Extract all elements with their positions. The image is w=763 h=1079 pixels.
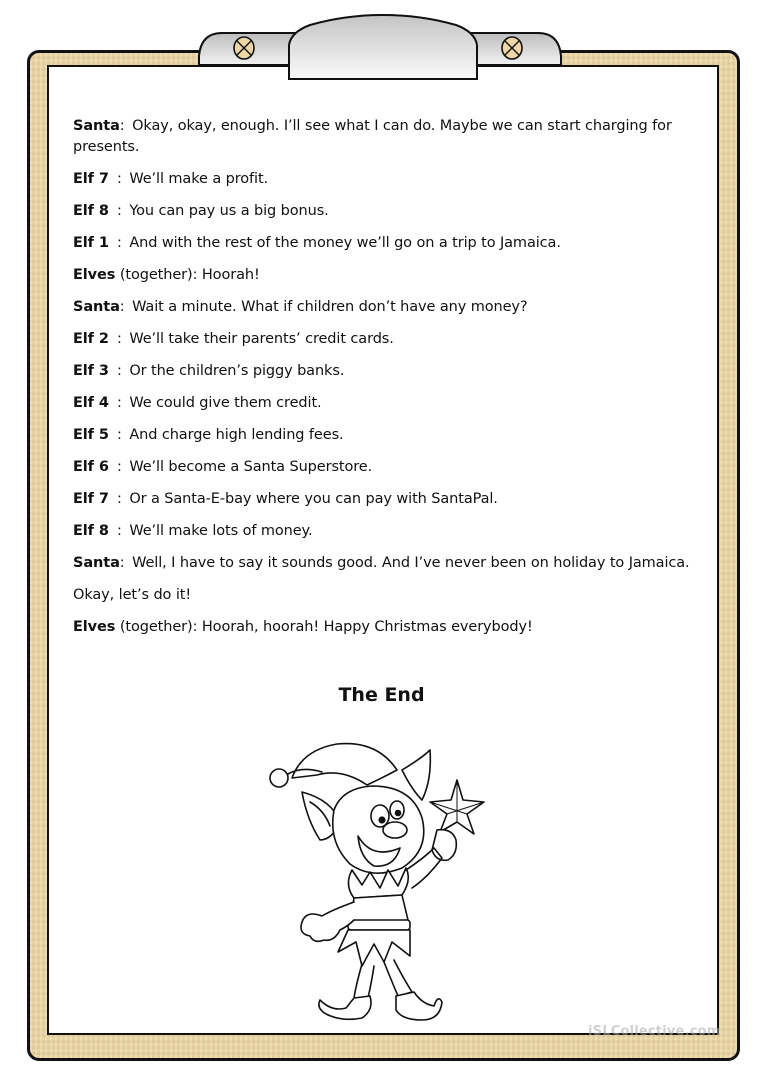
dialogue-line: [73, 297, 703, 318]
speaker-name: Elf 8: [73, 203, 109, 219]
screw-right-icon: [502, 37, 522, 59]
speaker-separator: :: [117, 523, 122, 539]
speaker-separator: :: [117, 459, 122, 475]
line-text: Okay, okay, enough. I’ll see what I can do. Maybe we can start charging for presents.: [73, 118, 672, 155]
line-text: We’ll make a profit.: [129, 171, 269, 187]
speaker-name: Elf 7: [73, 171, 109, 187]
speaker-separator: :: [117, 427, 122, 443]
speaker-name: Elf 3: [73, 363, 109, 379]
screw-left-icon: [234, 37, 254, 59]
speaker-separator: :: [117, 331, 122, 347]
speaker-name: Elf 6: [73, 459, 109, 475]
line-text: And with the rest of the money we’ll go on a trip to Jamaica.: [129, 235, 561, 251]
dialogue-line: [73, 265, 703, 286]
dialogue-line: [73, 617, 703, 638]
speaker-separator: :: [117, 491, 122, 507]
dialogue-line: [73, 116, 703, 158]
dialogue: [73, 116, 703, 638]
dialogue-line: [73, 489, 703, 510]
speaker-separator: :: [117, 363, 122, 379]
speaker-name: Elf 5: [73, 427, 109, 443]
line-text: We’ll become a Santa Superstore.: [129, 459, 373, 475]
line-text: You can pay us a big bonus.: [129, 203, 329, 219]
speaker-separator: :: [119, 118, 125, 134]
line-text: Okay, let’s do it!: [73, 587, 192, 603]
line-text: We’ll take their parents’ credit cards.: [129, 331, 394, 347]
speaker-separator: :: [117, 235, 122, 251]
watermark: iSLCollective.com: [588, 1024, 721, 1039]
speaker-name: Elves: [73, 267, 116, 283]
speaker-name: Elf 1: [73, 235, 109, 251]
dialogue-line: [73, 521, 703, 542]
speaker-separator: :: [119, 299, 125, 315]
speaker-separator: :: [117, 203, 122, 219]
speaker-name: Elf 8: [73, 523, 109, 539]
speaker-name: Elves: [73, 619, 116, 635]
speaker-name: Santa: [73, 555, 120, 571]
line-text: Well, I have to say it sounds good. And I’ve never been on holiday to Jamaica.: [132, 555, 690, 571]
speaker-name: Santa: [73, 118, 120, 134]
dialogue-line: [73, 169, 703, 190]
elf-with-star-icon: [262, 730, 492, 1025]
dialogue-line: [73, 201, 703, 222]
line-text: We’ll make lots of money.: [129, 523, 313, 539]
speaker-name: Santa: [73, 299, 120, 315]
line-text: And charge high lending fees.: [129, 427, 344, 443]
dialogue-line: [73, 553, 703, 574]
line-text: Hoorah!: [201, 267, 260, 283]
dialogue-line: [73, 457, 703, 478]
clipboard-clip-icon: [0, 0, 763, 90]
line-text: Or a Santa-E-bay where you can pay with SantaPal.: [129, 491, 498, 507]
dialogue-line: [73, 361, 703, 382]
dialogue-line: [73, 233, 703, 254]
speaker-name: Elf 4: [73, 395, 109, 411]
speaker-separator: :: [117, 171, 122, 187]
speaker-name: Elf 7: [73, 491, 109, 507]
line-text: We could give them credit.: [129, 395, 322, 411]
speaker-separator: (together):: [119, 267, 198, 283]
speaker-separator: :: [117, 395, 122, 411]
dialogue-line: [73, 425, 703, 446]
speaker-separator: (together):: [119, 619, 198, 635]
dialogue-line: [73, 585, 703, 606]
the-end-heading: The End: [338, 684, 425, 706]
line-text: Hoorah, hoorah! Happy Christmas everybody!: [201, 619, 533, 635]
speaker-name: Elf 2: [73, 331, 109, 347]
line-text: Wait a minute. What if children don’t have any money?: [132, 299, 528, 315]
dialogue-line: [73, 393, 703, 414]
line-text: Or the children’s piggy banks.: [129, 363, 345, 379]
dialogue-line: [73, 329, 703, 350]
speaker-separator: :: [119, 555, 125, 571]
